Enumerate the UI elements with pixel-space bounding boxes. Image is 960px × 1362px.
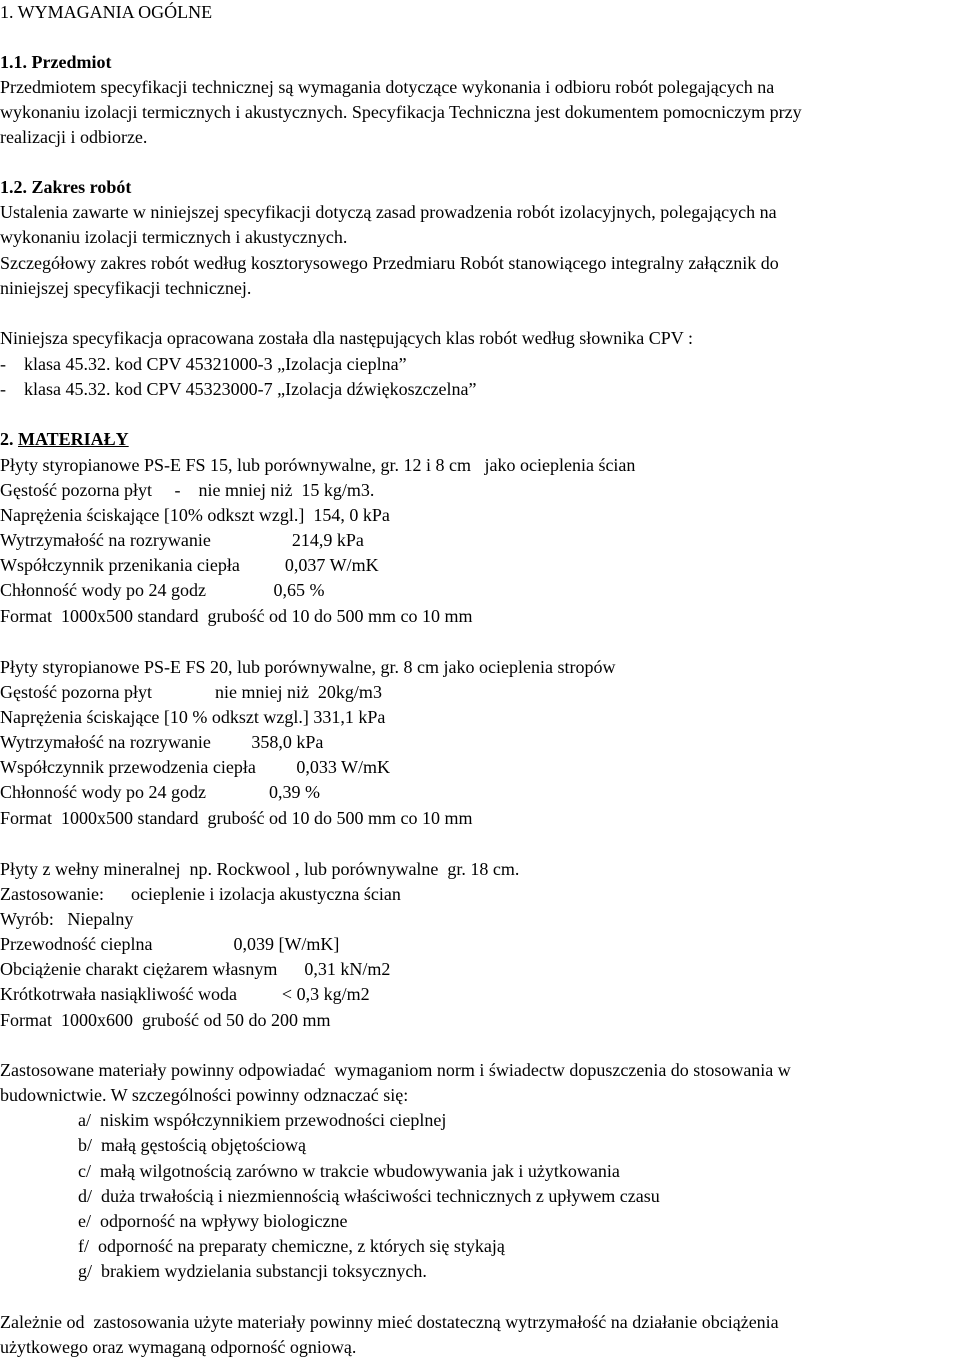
material-line: Płyty styropianowe PS-E FS 15, lub porównywalne, gr. 12 i 8 cm jako ocieplenia ścian	[0, 455, 636, 475]
requirement-item: c/ małą wilgotnością zarówno w trakcie wbudowywania jak i użytkowania	[78, 1161, 620, 1181]
material-line: Format 1000x500 standard grubość od 10 do 500 mm co 10 mm	[0, 606, 473, 626]
section-1-2-title: 1.2. Zakres robót	[0, 177, 132, 197]
requirement-item: b/ małą gęstością objętościową	[78, 1135, 306, 1155]
cpv-intro: Niniejsza specyfikacja opracowana została dla następujących klas robót według słownika CPV :	[0, 328, 693, 348]
material-line: Współczynnik przenikania ciepła 0,037 W/mK	[0, 555, 379, 575]
paragraph-line: wykonaniu izolacji termicznych i akustycznych. Specyfikacja Techniczna jest dokumentem pomocniczym przy	[0, 102, 802, 122]
requirement-item: e/ odporność na wpływy biologiczne	[78, 1211, 348, 1231]
section-2-number: 2.	[0, 429, 18, 449]
material-line: Naprężenia ściskające [10% odkszt wzgl.] 154, 0 kPa	[0, 505, 390, 525]
paragraph-line: Ustalenia zawarte w niniejszej specyfikacji dotyczą zasad prowadzenia robót izolacyjnych, polegających na	[0, 202, 777, 222]
requirement-item: d/ duża trwałością i niezmiennością właściwości technicznych z upływem czasu	[78, 1186, 660, 1206]
cpv-item: - klasa 45.32. kod CPV 45321000-3 „Izolacja cieplna”	[0, 354, 407, 374]
requirements-intro: Zastosowane materiały powinny odpowiadać wymaganiom norm i świadectw dopuszczenia do stosowania w	[0, 1060, 791, 1080]
final-paragraph-line: użytkowego oraz wymaganą odporność ogniową.	[0, 1337, 357, 1357]
material-line: Płyty styropianowe PS-E FS 20, lub porównywalne, gr. 8 cm jako ocieplenia stropów	[0, 657, 616, 677]
material-line: Zastosowanie: ocieplenie i izolacja akustyczna ścian	[0, 884, 401, 904]
material-line: Wytrzymałość na rozrywanie 358,0 kPa	[0, 732, 324, 752]
material-line: Format 1000x500 standard grubość od 10 do 500 mm co 10 mm	[0, 808, 473, 828]
section-1-1-title: 1.1. Przedmiot	[0, 52, 112, 72]
section-1-title: 1. WYMAGANIA OGÓLNE	[0, 2, 213, 22]
material-line: Format 1000x600 grubość od 50 do 200 mm	[0, 1010, 331, 1030]
section-2-heading: MATERIAŁY	[18, 429, 129, 449]
material-line: Przewodność cieplna 0,039 [W/mK]	[0, 934, 340, 954]
paragraph-line: realizacji i odbiorze.	[0, 127, 148, 147]
material-line: Płyty z wełny mineralnej np. Rockwool , lub porównywalne gr. 18 cm.	[0, 859, 520, 879]
requirements-intro: budownictwie. W szczególności powinny odznaczać się:	[0, 1085, 409, 1105]
requirement-item: g/ brakiem wydzielania substancji toksycznych.	[78, 1261, 427, 1281]
final-paragraph-line: Zależnie od zastosowania użyte materiały powinny mieć dostateczną wytrzymałość na działanie obciążenia	[0, 1312, 779, 1332]
paragraph-line: Przedmiotem specyfikacji technicznej są wymagania dotyczące wykonania i odbioru robót polegających na	[0, 77, 775, 97]
material-line: Obciążenie charakt ciężarem własnym 0,31 kN/m2	[0, 959, 391, 979]
requirement-item: a/ niskim współczynnikiem przewodności cieplnej	[78, 1110, 447, 1130]
paragraph-line: Szczegółowy zakres robót według kosztorysowego Przedmiaru Robót stanowiącego integralny załącznik do	[0, 253, 779, 273]
material-line: Gęstość pozorna płyt - nie mniej niż 15 kg/m3.	[0, 480, 375, 500]
cpv-item: - klasa 45.32. kod CPV 45323000-7 „Izolacja dźwiękoszczelna”	[0, 379, 477, 399]
section-2-title	[0, 427, 129, 452]
material-line: Chłonność wody po 24 godz 0,39 %	[0, 782, 320, 802]
requirement-item: f/ odporność na preparaty chemiczne, z których się stykają	[78, 1236, 505, 1256]
material-line: Gęstość pozorna płyt nie mniej niż 20kg/m3	[0, 682, 382, 702]
paragraph-line: wykonaniu izolacji termicznych i akustycznych.	[0, 227, 348, 247]
material-line: Wytrzymałość na rozrywanie 214,9 kPa	[0, 530, 364, 550]
material-line: Krótkotrwała nasiąkliwość woda < 0,3 kg/m2	[0, 984, 370, 1004]
material-line: Chłonność wody po 24 godz 0,65 %	[0, 580, 325, 600]
material-line: Współczynnik przewodzenia ciepła 0,033 W/mK	[0, 757, 391, 777]
material-line: Wyrób: Niepalny	[0, 909, 134, 929]
paragraph-line: niniejszej specyfikacji technicznej.	[0, 278, 252, 298]
material-line: Naprężenia ściskające [10 % odkszt wzgl.] 331,1 kPa	[0, 707, 386, 727]
